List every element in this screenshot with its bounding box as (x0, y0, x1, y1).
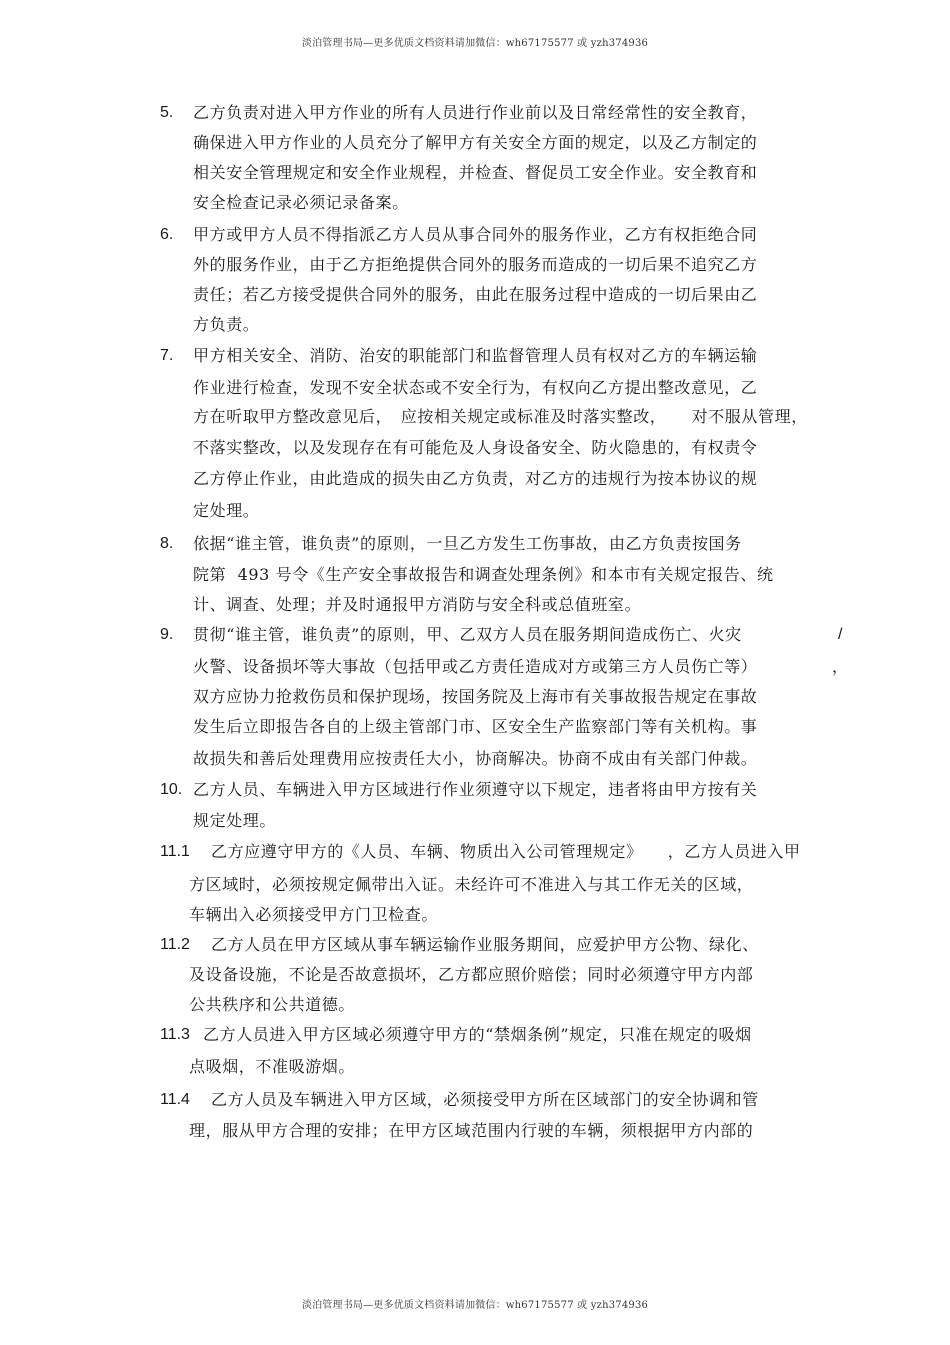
paragraph-line: 甲方或甲方人员不得指派乙方人员从事合同外的服务作业，乙方有权拒绝合同 (193, 225, 758, 244)
stray-slash-mark: / (838, 626, 843, 643)
paragraph-line: 及设备设施，不论是否故意损坏，乙方都应照价赔偿；同时必须遵守甲方内部 (189, 965, 754, 984)
item-number: 5. (160, 104, 174, 121)
paragraph-line: 方区域时，必须按规定佩带出入证。未经许可不准进入与其工作无关的区域， (189, 875, 754, 894)
paragraph-line: 依据“谁主管，谁负责”的原则，一旦乙方发生工伤事故，由乙方负责按国务 (193, 534, 742, 553)
stray-comma-mark: ， (832, 657, 849, 676)
paragraph-line: 双方应协力抢救伤员和保护现场，按国务院及上海市有关事故报告规定在事故 (193, 687, 758, 706)
paragraph-line: 安全检查记录必须记录备案。 (193, 193, 409, 212)
paragraph-line: 理，服从甲方合理的安排；在甲方区域范围内行驶的车辆，须根据甲方内部的 (189, 1121, 754, 1140)
paragraph-line: 计、调查、处理；并及时通报甲方消防与安全科或总值班室。 (193, 595, 642, 614)
paragraph-line: 贯彻“谁主管，谁负责”的原则，甲、乙双方人员在服务期间造成伤亡、火灾 (193, 625, 742, 644)
paragraph-line: 公共秩序和公共道德。 (189, 995, 356, 1014)
paragraph-line: 规定处理。 (193, 811, 277, 830)
item-number: 11.4 (160, 1091, 190, 1108)
paragraph-line: 作业进行检查，发现不安全状态或不安全行为，有权向乙方提出整改意见，乙 (193, 378, 758, 397)
paragraph-line: 火警、设备损坏等大事故（包括甲或乙方责任造成对方或第三方人员伤亡等） (193, 657, 758, 676)
paragraph-line: 相关安全管理规定和安全作业规程，并检查、督促员工安全作业。安全教育和 (193, 163, 758, 182)
paragraph-line: 责任；若乙方接受提供合同外的服务，由此在服务过程中造成的一切后果由乙 (193, 285, 758, 304)
paragraph-line: 确保进入甲方作业的人员充分了解甲方有关安全方面的规定，以及乙方制定的 (193, 133, 758, 152)
paragraph-line: 乙方人员进入甲方区域必须遵守甲方的“禁烟条例”规定，只准在规定的吸烟 (203, 1025, 752, 1044)
paragraph-line: 乙方应遵守甲方的《人员、车辆、物质出入公司管理规定》 ，乙方人员进入甲 (211, 842, 801, 861)
paragraph-line: 甲方相关安全、消防、治安的职能部门和监督管理人员有权对乙方的车辆运输 (193, 346, 758, 365)
item-number: 10. (160, 781, 183, 798)
page-header-watermark: 淡泊管理书局—更多优质文档资料请加微信：wh67175577 或 yzh374936 (301, 38, 649, 49)
paragraph-line: 方负责。 (193, 315, 260, 334)
item-number: 11.3 (160, 1026, 190, 1043)
item-number: 9. (160, 626, 174, 643)
paragraph-line: 点吸烟，不准吸游烟。 (189, 1057, 356, 1076)
paragraph-line: 乙方人员、车辆进入甲方区域进行作业须遵守以下规定，违者将由甲方按有关 (193, 780, 758, 799)
item-number: 8. (160, 535, 174, 552)
paragraph-line: 定处理。 (193, 501, 260, 520)
paragraph-line: 发生后立即报告各自的上级主管部门市、区安全生产监察部门等有关机构。事 (193, 717, 758, 736)
item-number: 7. (160, 347, 174, 364)
page-footer-watermark: 淡泊管理书局—更多优质文档资料请加微信：wh67175577 或 yzh374936 (301, 1300, 649, 1311)
paragraph-line: 院第 493 号令《生产安全事故报告和调查处理条例》和本市有关规定报告、统 (193, 565, 774, 584)
item-number: 11.1 (160, 843, 190, 860)
item-number: 11.2 (160, 936, 190, 953)
paragraph-line: 乙方人员及车辆进入甲方区域，必须接受甲方所在区域部门的安全协调和管 (211, 1090, 759, 1109)
paragraph-line: 外的服务作业，由于乙方拒绝提供合同外的服务而造成的一切后果不追究乙方 (193, 255, 758, 274)
paragraph-line: 不落实整改，以及发现存在有可能危及人身设备安全、防火隐患的，有权责令 (193, 438, 758, 457)
paragraph-line: 乙方人员在甲方区域从事车辆运输作业服务期间，应爱护甲方公物、绿化、 (211, 935, 759, 954)
paragraph-line: 乙方负责对进入甲方作业的所有人员进行作业前以及日常经常性的安全教育， (193, 103, 758, 122)
paragraph-line: 方在听取甲方整改意见后， 应按相关规定或标准及时落实整改， 对不服从管理， (193, 407, 808, 426)
item-number: 6. (160, 226, 174, 243)
paragraph-line: 乙方停止作业，由此造成的损失由乙方负责，对乙方的违规行为按本协议的规 (193, 469, 758, 488)
paragraph-line: 车辆出入必须接受甲方门卫检查。 (189, 905, 439, 924)
paragraph-line: 故损失和善后处理费用应按责任大小，协商解决。协商不成由有关部门仲裁。 (193, 749, 758, 768)
